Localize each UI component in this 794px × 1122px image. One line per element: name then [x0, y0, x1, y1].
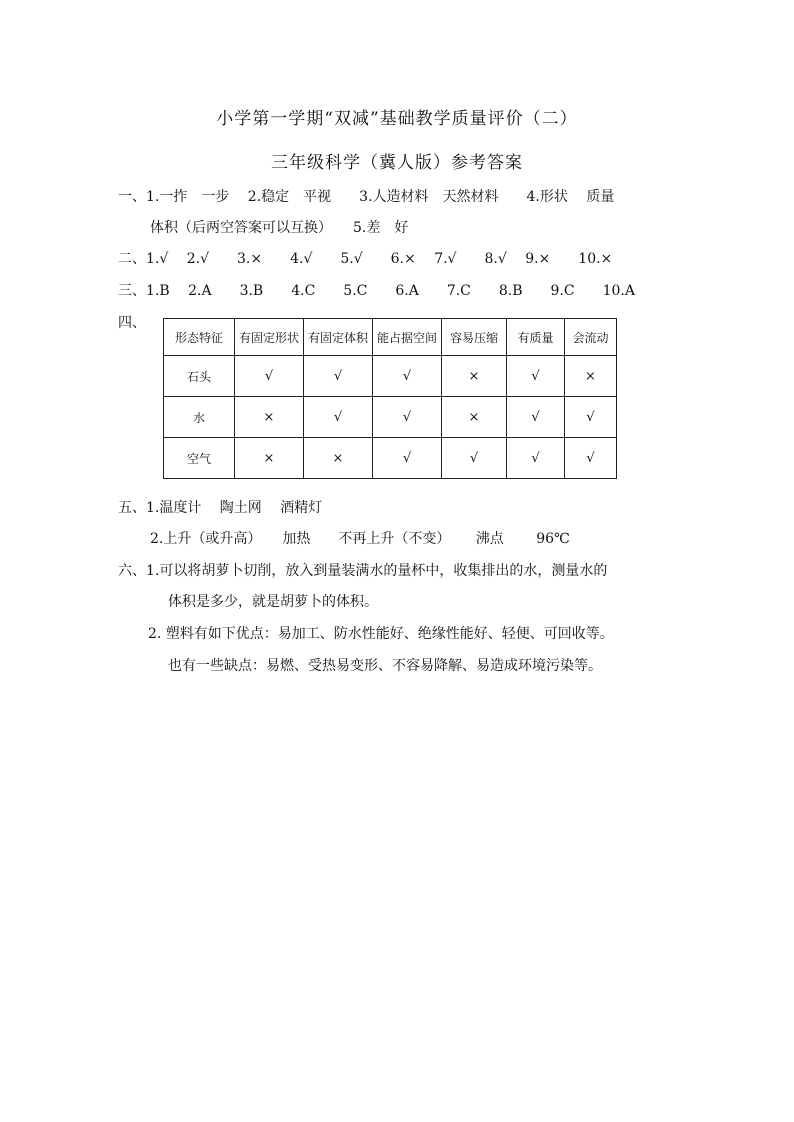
- mark: √: [402, 409, 412, 425]
- mark: √: [264, 368, 274, 384]
- mark: √: [469, 450, 479, 466]
- mark: √: [531, 409, 540, 425]
- row-label: 石头: [164, 356, 235, 397]
- table-cell: [373, 356, 442, 397]
- section6-line2: 体积是多少，就是胡萝卜的体积。: [168, 594, 378, 610]
- table-header-cell: 能占据空间: [373, 319, 442, 356]
- table-cell: [235, 356, 304, 397]
- table-header-cell: 形态特征: [164, 319, 235, 356]
- mark: ×: [263, 450, 275, 466]
- section6-line4: 也有一些缺点：易燃、受热易变形、不容易降解、易造成环境污染等。: [168, 658, 602, 674]
- mark: ×: [263, 409, 275, 425]
- table-header-cell: 容易压缩: [442, 319, 507, 356]
- table-cell: [235, 438, 304, 479]
- mark: √: [586, 450, 595, 466]
- table-cell: [565, 397, 617, 438]
- section1-line2: 体积（后两空答案可以互换） 5.差 好: [150, 220, 409, 236]
- table-header-cell: 会流动: [565, 319, 617, 356]
- table-row: [164, 438, 617, 479]
- mark: √: [402, 450, 412, 466]
- table-cell: [373, 397, 442, 438]
- table-cell: [442, 397, 507, 438]
- table-row: [164, 356, 617, 397]
- table-cell: [304, 397, 373, 438]
- mark: √: [333, 409, 343, 425]
- mark: ×: [585, 368, 596, 384]
- table-cell: [565, 438, 617, 479]
- mark: ×: [468, 409, 480, 425]
- mark: √: [531, 450, 540, 466]
- table-cell: [304, 438, 373, 479]
- table-row: [164, 397, 617, 438]
- mark: √: [531, 368, 540, 384]
- section5-line1: 五、1.温度计 陶土网 酒精灯: [118, 500, 323, 516]
- mark: √: [333, 368, 343, 384]
- row-label: 空气: [164, 438, 235, 479]
- table-header-cell: 有固定形状: [235, 319, 304, 356]
- section6-line3: 2. 塑料有如下优点：易加工、防水性能好、绝缘性能好、轻便、可回收等。: [148, 626, 614, 642]
- table-header-cell: 有固定体积: [304, 319, 373, 356]
- table-cell: [565, 356, 617, 397]
- properties-table: [163, 318, 617, 479]
- table-cell: [304, 356, 373, 397]
- table-cell: [373, 438, 442, 479]
- section1-line1: 一、1.一拃 一步 2.稳定 平视 3.人造材料 天然材料 4.形状 质量: [118, 189, 615, 205]
- section3-answers: 三、1.B 2.A 3.B 4.C 5.C 6.A 7.C 8.B 9.C 10.A: [118, 283, 635, 299]
- section5-line2: 2.上升（或升高） 加热 不再上升（不变） 沸点 96℃: [150, 531, 570, 547]
- mark: ×: [332, 450, 344, 466]
- table-header-cell: 有质量: [507, 319, 565, 356]
- table-cell: [507, 397, 565, 438]
- document-title: 小学第一学期“双减”基础教学质量评价（二）: [216, 109, 578, 129]
- mark: ×: [468, 368, 480, 384]
- mark: √: [586, 409, 595, 425]
- table-cell: [442, 356, 507, 397]
- table-header-row: [164, 319, 617, 356]
- section2-answers: 二、1.√ 2.√ 3.× 4.√ 5.√ 6.× 7.√ 8.√ 9.× 10.×: [118, 251, 613, 267]
- section6-line1: 六、1.可以将胡萝卜切削，放入到量装满水的量杯中，收集排出的水，测量水的: [118, 563, 608, 579]
- table-cell: [235, 397, 304, 438]
- row-label: 水: [164, 397, 235, 438]
- table-cell: [442, 438, 507, 479]
- mark: √: [402, 368, 412, 384]
- section4-label: 四、: [118, 315, 146, 331]
- table-cell: [507, 356, 565, 397]
- table-cell: [507, 438, 565, 479]
- document-subtitle: 三年级科学（冀人版）参考答案: [271, 153, 523, 173]
